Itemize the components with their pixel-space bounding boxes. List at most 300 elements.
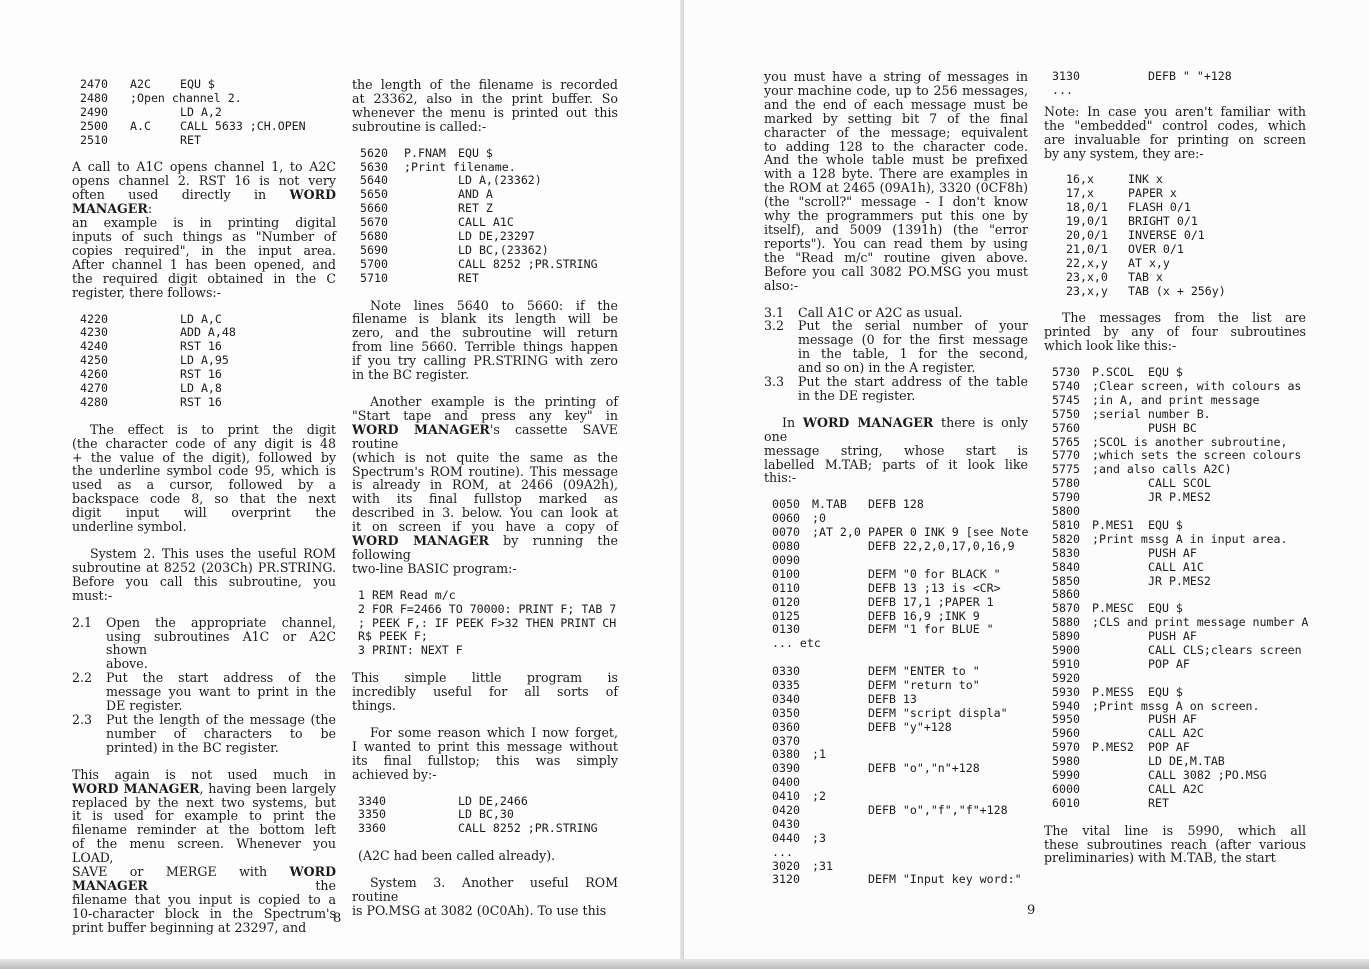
paragraph-line: printed by any of four subroutines [1044,324,1306,340]
paragraph-line: often used directly in WORD MANAGER: [72,187,336,217]
paragraph-line: This simple little program is [352,670,618,686]
code-line [1044,602,1306,616]
code-cell: DEFM "return to" [868,677,980,692]
code-cell: 5920 [1052,670,1080,685]
paragraph [72,547,336,603]
code-line [764,679,1028,693]
code-cell: EQU $ [180,77,215,91]
code-line [352,174,618,188]
list-item [72,616,336,672]
code-cell: 6010 [1052,795,1080,810]
code-cell: OVER 0/1 [1128,241,1184,256]
code-line [352,188,618,202]
code-line [764,721,1028,735]
code-line [352,161,618,175]
left-column-2 [352,78,618,918]
code-cell: CALL A1C [458,215,514,230]
code-cell: INVERSE 0/1 [1128,227,1205,242]
code-line [1044,285,1306,299]
code-cell: 0100 [772,566,800,581]
paragraph-line: incredibly useful for all sorts of [352,684,618,700]
paragraph-line: preliminaries) with M.TAB, the start [1044,850,1276,866]
code-cell: RET Z [458,201,493,216]
code-cell: ;3 [812,830,826,845]
spacer [1044,811,1306,824]
list-item-line: Call A1C or A2C as usual. [798,304,963,320]
right-column-2 [1044,69,1309,866]
code-cell: ;CLS and print message number A [1092,615,1309,630]
list-item-line: message you want to print in the [106,684,336,700]
paragraph [352,726,618,782]
code-cell: 22,x,y [1066,255,1108,270]
code-cell: RET [1148,795,1169,810]
list-item-line: Put the start address of the table [798,374,1028,390]
code-cell: ;AT 2,0 [812,525,861,540]
code-cell: DEFB "o","f","f"+128 [868,802,1008,817]
paragraph-line: underline symbol. [72,519,187,535]
paragraph-line: filename is blank its length will be [352,311,618,327]
code-cell: 5710 [360,270,388,285]
paragraph-line: you must have a string of messages in [764,69,1028,84]
code-line [1044,243,1306,257]
code-line [764,498,1028,512]
code-cell: 2 FOR F=2466 TO 70000: PRINT F; TAB 7 [358,601,617,616]
code-line [352,216,618,230]
page-right [684,0,1369,969]
code-cell: EQU $ [458,145,493,160]
code-line [764,804,1028,818]
code-cell: DEFM "0 for BLACK " [868,566,1001,581]
paragraph-line: subroutine is called:- [352,118,487,134]
code-cell: FLASH 0/1 [1128,200,1191,215]
product-name: WORD MANAGER [802,414,934,430]
code-line [764,665,1028,679]
code-cell: ;Open channel 2. [130,90,242,105]
code-cell: LD A,2 [180,104,222,119]
code-cell: 5900 [1052,642,1080,657]
spacer [352,713,618,726]
paragraph-line: 10-character block in the Spectrum's [72,905,336,921]
code-cell: 3350 [358,807,386,822]
code-cell: RST 16 [180,394,222,409]
code-line [72,134,336,148]
code-line [1044,588,1306,602]
code-cell: 5690 [360,242,388,257]
code-cell: DEFM "Input key word:" [868,872,1022,887]
code-cell: CALL 8252 ;PR.STRING [458,821,598,836]
code-line [1044,380,1306,394]
code-cell: 4230 [80,325,108,340]
code-cell: 5620 [360,145,388,160]
paragraph-line: A call to A1C opens channel 1, to A2C [72,159,336,175]
code-line [1044,615,1309,630]
code-cell: 5680 [360,228,388,243]
code-line [764,512,1028,526]
code-line [352,147,618,161]
code-cell: 5890 [1052,629,1080,644]
code-line [764,790,1028,804]
paragraph-line: the ROM at 2465 (09A1h), 3320 (0CF8h) [764,180,1028,196]
list-number: 3.2 [764,318,785,334]
paragraph-line: Another example is the printing of [370,393,618,409]
paragraph-line: labelled M.TAB; parts of it look like [764,456,1028,472]
code-line [352,603,618,617]
list-item-line: Open the appropriate channel, [106,614,336,630]
paragraph-line: with its final fullstop marked as [352,491,618,507]
code-cell: 0120 [772,594,800,609]
code-line [1044,463,1306,477]
code-line [72,92,336,106]
left-column-1 [72,78,336,935]
code-cell: 4260 [80,367,108,382]
code-cell: LD DE,2466 [458,793,528,808]
list-item [764,375,1028,403]
code-line [764,707,1028,721]
list-item-line: in the DE register. [798,387,916,403]
code-cell: 0420 [772,802,800,817]
code-line [72,106,336,120]
paragraph-line: (which is not quite the same as the [352,449,618,465]
code-line [352,230,618,244]
code-line [352,644,618,658]
page-left [0,0,684,969]
code-cell: 0330 [772,664,800,679]
paragraph-line: which look like this:- [1044,338,1177,354]
code-line [764,748,1028,762]
code-line [764,693,1028,707]
code-line [352,244,618,258]
paragraph-line: Note lines 5640 to 5660: if the [370,297,618,313]
control-codes-table [1044,173,1306,298]
code-cell: 3120 [772,872,800,887]
code-line [764,651,1028,665]
code-cell: PUSH AF [1148,629,1197,644]
paragraph-line: message string, whose start is [764,442,1028,458]
paragraph [1044,105,1306,161]
paragraph-line: Before you call this subroutine, you [72,573,336,589]
code-cell: 0380 [772,747,800,762]
paragraph-line: why the programmers put this one by [764,208,1028,224]
paragraph-line: SAVE or MERGE with WORD MANAGER the [72,864,336,893]
code-line [1044,84,1306,98]
code-cell: P.MES2 [1092,740,1134,755]
code-cell: 5775 [1052,462,1080,477]
code-line [1044,644,1306,658]
code-cell: 5740 [1052,379,1080,394]
paragraph-line: zero, and the subroutine will return [352,325,618,341]
code-cell: 0070 [772,525,800,540]
code-line [764,818,1028,832]
code-line [72,354,336,368]
code-line [764,776,1028,790]
code-line [1044,547,1306,561]
paragraph-line: the required digit obtained in the C [72,270,336,286]
code-cell: CALL 5633 ;CH.OPEN [180,118,306,133]
code-cell: RET [180,132,201,147]
code-line [1044,408,1306,422]
code-cell: ;1 [812,747,826,762]
code-listing-3130 [1044,70,1306,98]
code-cell: DEFM "script displa" [868,705,1008,720]
code-line [1044,769,1306,783]
code-line [72,120,336,134]
code-listing-pfnam [352,147,618,286]
code-line [72,340,336,354]
paragraph-line: The vital line is 5990, which all [1044,822,1306,838]
code-line [764,610,1028,624]
code-cell: ... [772,844,793,859]
code-line [764,540,1028,554]
list-number: 2.3 [72,711,93,727]
code-cell: 5765 [1052,434,1080,449]
right-column-1 [764,70,1028,887]
paragraph [72,768,336,935]
code-cell: 0440 [772,830,800,845]
code-line [764,623,1028,637]
code-cell: LD A,95 [180,353,229,368]
code-cell: A.C [130,118,151,133]
paragraph [72,423,336,534]
code-line [352,795,618,809]
paragraph-line: In WORD MANAGER there is only one [764,414,1028,444]
list-item [764,319,1028,375]
code-listing-mtab [764,498,1028,887]
code-cell: LD BC,(23362) [458,242,549,257]
code-listing-pmes [1044,365,1309,811]
paragraph [352,395,618,576]
code-line [1044,173,1306,187]
list-item-line: DE register. [106,698,183,714]
code-listing-prstring [352,795,618,837]
code-line [1044,366,1306,380]
code-line [72,368,336,382]
numbered-list [764,306,1028,403]
code-cell: DEFB " "+128 [1148,69,1232,83]
code-cell: P.SCOL [1092,365,1134,380]
code-line [1044,672,1306,686]
code-cell: 0110 [772,580,800,595]
code-line [1044,436,1306,450]
code-cell: 5640 [360,173,388,188]
code-cell: POP AF [1148,656,1190,671]
code-cell: 20,0/1 [1066,227,1108,242]
code-cell: PUSH BC [1148,420,1197,435]
code-cell: ;2 [812,789,826,804]
code-cell: 5790 [1052,490,1080,505]
code-cell: 0400 [772,775,800,790]
code-line [764,860,1028,874]
paragraph-line: the "embedded" control codes, which [1044,117,1306,133]
list-item-line: message (0 for the first message [798,332,1028,348]
code-line [352,822,618,836]
paragraph-line: it on screen if you have a copy of [352,519,618,535]
paragraph-line: opens channel 2. RST 16 is not very [72,173,336,189]
paragraph-line: character of the message; equivalent [764,124,1028,140]
code-line [352,630,618,644]
code-line [1044,713,1306,727]
code-line [1044,519,1306,533]
code-line [1044,70,1306,84]
product-name: WORD MANAGER [352,533,489,549]
code-line [1044,422,1306,436]
code-cell: CALL A2C [1148,781,1204,796]
code-line [72,78,336,92]
paragraph-line: I wanted to print this message without [352,738,618,754]
code-cell: 2490 [80,104,108,119]
code-line [72,326,336,340]
code-line [764,554,1028,568]
code-line [764,846,1028,860]
code-cell: ; PEEK F,: IF PEEK F>32 THEN PRINT CH [358,615,617,630]
paragraph-line: to adding 128 to the character code. [764,138,1028,154]
page-number-left: 8 [333,911,342,926]
list-item [72,713,336,755]
paragraph-line: WORD MANAGER, having been largely [72,780,336,796]
code-cell: ;Print mssg A on screen. [1092,698,1260,713]
paragraph-line: its final fullstop; this was simply [352,752,618,768]
list-number: 3.3 [764,374,785,390]
paragraph-line: itself), and 5009 (1391h) (the "error [764,221,1028,237]
code-cell: ;0 [812,511,826,526]
code-cell: 5980 [1052,754,1080,769]
paragraph-line: is already in ROM, at 2466 (09A2h), [352,477,618,493]
code-cell: 5940 [1052,698,1080,713]
code-line [1044,187,1306,201]
code-cell: 4280 [80,394,108,409]
code-cell: P.FNAM [404,145,446,160]
code-line [764,762,1028,776]
paragraph-line: and the end of each message must be [764,96,1028,112]
spacer [352,782,618,795]
code-cell: DEFB 13 [868,691,917,706]
code-cell: 5700 [360,256,388,271]
code-line [1044,394,1306,408]
code-line [352,589,618,603]
code-cell: EQU $ [1148,601,1183,616]
paragraph-line: (the "scroll?" message - I don't know [764,194,1028,210]
paragraph-line: is PO.MSG at 3082 (0C0Ah). To use this [352,902,607,918]
code-cell: 0360 [772,719,800,734]
paragraph-line: if you try calling PR.STRING with zero [352,353,618,369]
basic-program [352,589,618,658]
list-item [72,671,336,713]
paragraph-line: Note: In case you aren't familiar with [1044,103,1306,119]
paragraph-line: The effect is to print the digit [90,421,336,437]
code-line [352,617,618,631]
paragraph [352,876,618,918]
code-cell: JR P.MES2 [1148,573,1211,588]
code-cell: AND A [458,187,493,202]
paragraph-line: (A2C had been called already). [358,848,556,864]
code-cell: ADD A,48 [180,325,236,340]
code-line [352,272,618,286]
paragraph [352,78,618,134]
paragraph-line: + the value of the digit), followed by [72,449,336,465]
code-cell: A2C [130,77,151,91]
code-cell: 3340 [358,793,386,808]
code-cell: 19,0/1 [1066,214,1108,229]
code-cell: 0350 [772,705,800,720]
paragraph-line: inputs of such things as "Number of [72,228,336,244]
code-cell: 2510 [80,132,108,147]
code-cell: 2470 [80,77,108,91]
code-line [1044,700,1306,714]
numbered-list [72,616,336,755]
code-cell: 5670 [360,215,388,230]
paragraph-line: of the menu screen. Whenever you LOAD, [72,836,336,866]
code-cell: 6000 [1052,781,1080,796]
code-cell: LD BC,30 [458,807,514,822]
code-line [1044,741,1306,755]
code-cell: POP AF [1148,740,1190,755]
paragraph-line: things. [352,698,396,714]
product-name: WORD MANAGER [72,187,336,217]
code-line [1044,686,1306,700]
page-bottom-edge [0,959,1369,969]
paragraph-line: Spectrum's ROM routine). This message [352,463,618,479]
paragraph [1044,311,1306,353]
code-line [764,582,1028,596]
code-line [352,258,618,272]
code-cell: CALL SCOL [1148,476,1211,491]
code-line [764,596,1028,610]
list-item-line: above. [106,656,148,672]
code-line [1044,449,1306,463]
paragraph-line: Before you call 3082 PO.MSG you must [764,263,1028,279]
code-cell: CALL 8252 ;PR.STRING [458,256,598,271]
code-cell: 4240 [80,339,108,354]
code-cell: JR P.MES2 [1148,490,1211,505]
code-cell: 5650 [360,187,388,202]
paragraph [72,160,336,299]
code-cell: 0340 [772,691,800,706]
code-cell: 0050 [772,497,800,512]
code-cell: 5745 [1052,392,1080,407]
list-item-line: Put the serial number of your [798,318,1028,334]
code-cell: 18,0/1 [1066,200,1108,215]
code-cell: 5810 [1052,517,1080,532]
code-cell: EQU $ [1148,517,1183,532]
paragraph-line: from line 5660. Terrible things happen [352,339,618,355]
list-item [764,306,1028,320]
code-listing-a2c [72,78,336,147]
code-line [764,568,1028,582]
paragraph [764,416,1028,486]
code-cell: 1 REM Read m/c [358,587,456,602]
spacer [352,576,618,589]
code-cell: CALL 3082 ;PO.MSG [1148,767,1267,782]
code-cell: LD A,8 [180,380,222,395]
paragraph-line: System 3. Another useful ROM routine [352,875,618,905]
list-item-line: and so on) in the A register. [798,360,976,376]
paragraph [352,299,618,382]
list-number: 3.1 [764,304,785,320]
code-cell: CALL A1C [1148,559,1204,574]
code-cell: CALL CLS;clears screen [1148,642,1302,657]
product-name: WORD MANAGER [72,780,200,796]
code-cell: DEFB "y"+128 [868,719,952,734]
code-cell: PAPER x [1128,186,1177,201]
code-cell: 5950 [1052,712,1080,727]
code-line [1044,561,1306,575]
code-cell: DEFB "o","n"+128 [868,761,980,776]
paragraph-line: these subroutines reach (after various [1044,836,1306,852]
product-name: WORD MANAGER [72,864,336,893]
code-line [72,396,336,410]
paragraph-line: WORD MANAGER's cassette SAVE routine [352,421,618,451]
code-cell: 5990 [1052,767,1080,782]
code-cell: ;31 [812,858,833,873]
